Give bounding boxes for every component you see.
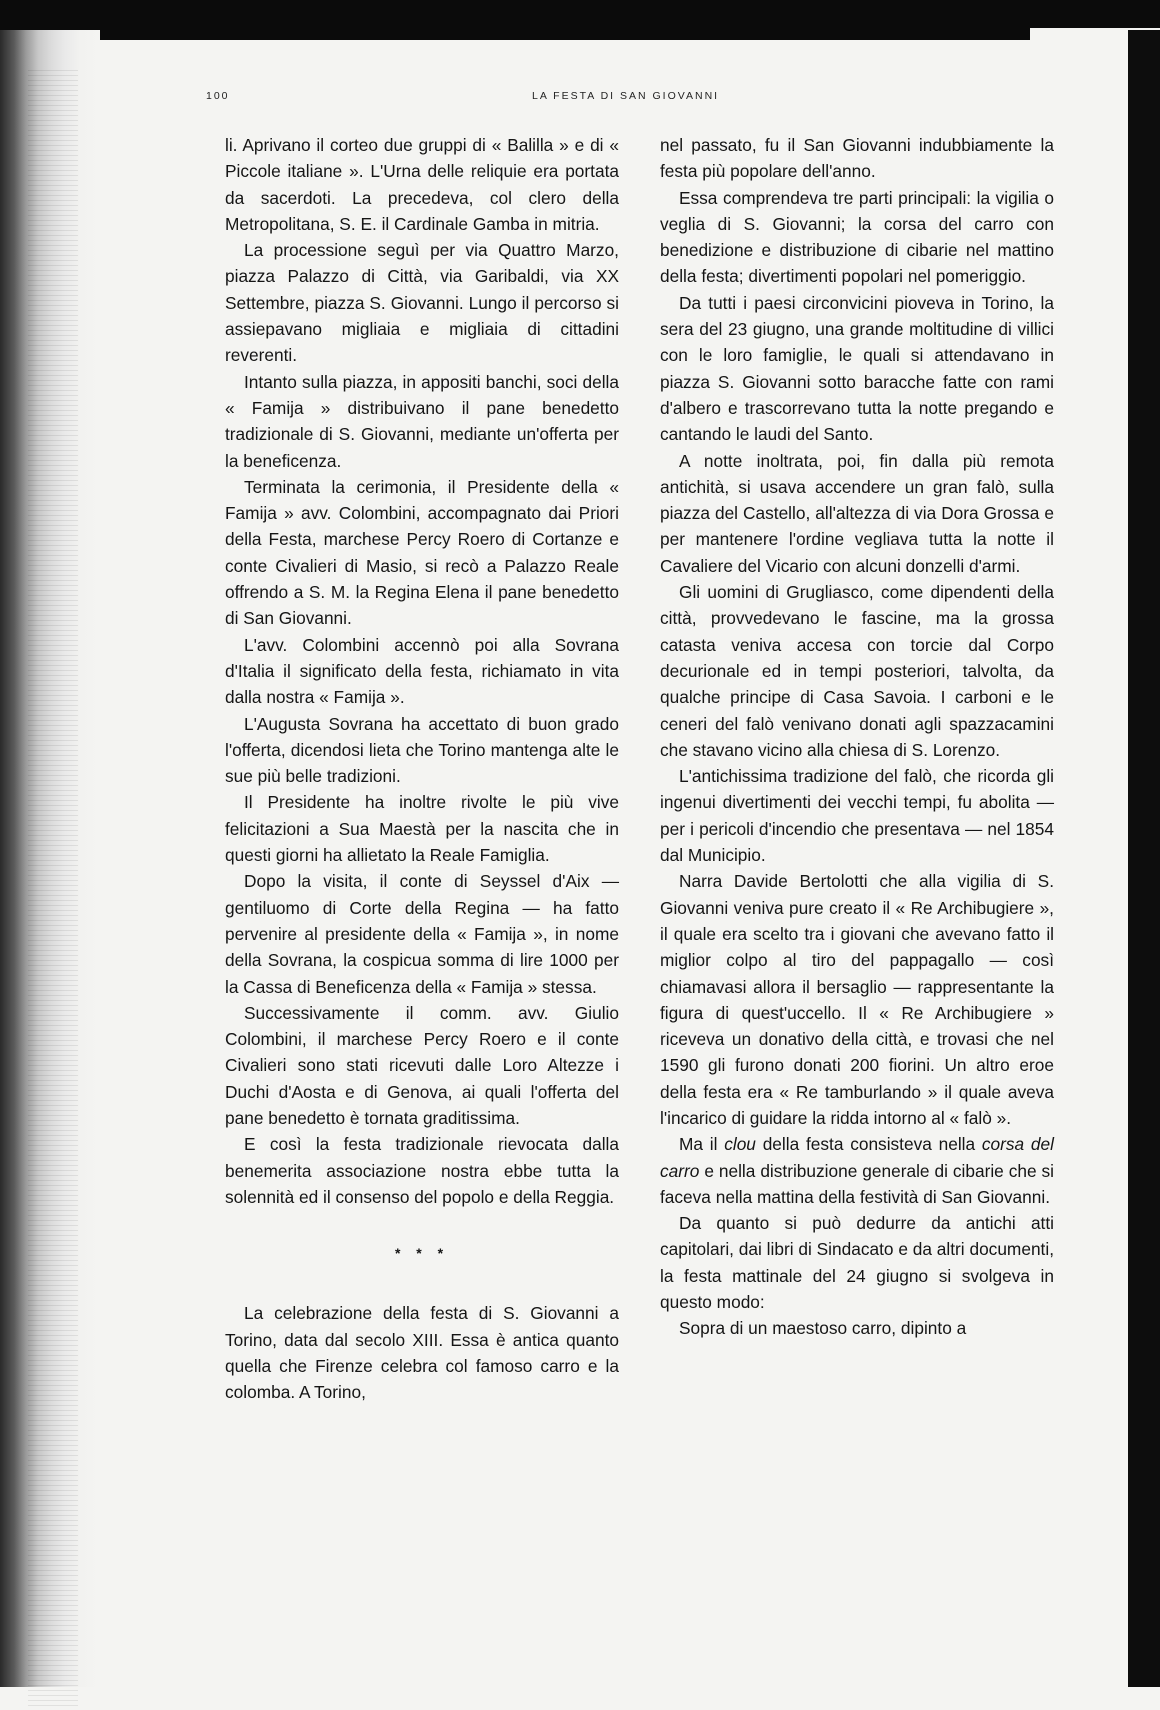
section-separator: * * * [394, 1245, 450, 1262]
scan-right-border [1128, 30, 1160, 1687]
text-run: della festa consisteva nella [755, 1134, 982, 1155]
paragraph: Terminata la cerimonia, il Presidente della « Famija » avv. Colombini, accompagnato dai Priori della Festa, marchese Percy Roero di Cortanze e conte Civalieri di Masio, si recò a Palazzo Reale offrendo a S. M. la Regina Elena il pane benedetto di San Giovanni. [225, 476, 619, 629]
paragraph: A notte inoltrata, poi, fin dalla più remota antichità, si usava accendere un gran falò, sulla piazza del Castello, all'altezza di via Dora Grossa e per mantenere l'ordine vegliava tutta la notte il Cavaliere del Vicario con alcuni donzelli d'armi. [660, 450, 1054, 576]
italic-term: clou [724, 1134, 756, 1155]
paragraph: Sopra di un maestoso carro, dipinto a [679, 1318, 967, 1339]
page-number: 100 [206, 90, 230, 102]
paragraph: L'antichissima tradizione del falò, che ricorda gli ingenui divertimenti dei vecchi tempi, fu abolita — per i pericoli d'incendio che presentava — nel 1854 dal Municipio. [660, 766, 1054, 866]
paragraph: nel passato, fu il San Giovanni indubbiamente la festa più popolare dell'anno. [660, 135, 1054, 182]
paragraph: L'avv. Colombini accennò poi alla Sovrana d'Italia il significato della festa, richiamato in vita dalla nostra « Famija ». [225, 634, 619, 708]
paragraph: Dopo la visita, il conte di Seyssel d'Aix — gentiluomo di Corte della Regina — ha fatto pervenire al presidente della « Famija », in nome della Sovrana, la cospicua somma di lire 1000 per la Cassa di Beneficenza della « Famija » stessa. [225, 871, 619, 997]
paragraph [660, 1131, 1054, 1210]
running-head [206, 90, 1086, 108]
right-column [660, 132, 1054, 1342]
paragraph: Da tutti i paesi circonvicini pioveva in Torino, la sera del 23 giugno, una grande moltitudine di villici con le loro famiglie, le quali si attendavano in piazza S. Giovanni sotto baracche fatte con rami d'albero e trascorrevano tutta la notte pregando e cantando le laudi del Santo. [660, 292, 1054, 445]
paragraph: Il Presidente ha inoltre rivolte le più vive felicitazioni a Sua Maestà per la nascita che in questi giorni ha allietato la Reale Famiglia. [225, 792, 619, 866]
paragraph: Successivamente il comm. avv. Giulio Colombini, il marchese Percy Roero e il conte Civalieri sono stati ricevuti dalle Loro Altezze i Duchi d'Aosta e di Genova, ai quali l'offerta del pane benedetto è tornata graditissima. [225, 1002, 619, 1128]
paragraph: La processione seguì per via Quattro Marzo, piazza Palazzo di Città, via Garibaldi, via XX Settembre, piazza S. Giovanni. Lungo il percorso si assiepavano migliaia e migliaia di cittadini reverenti. [225, 240, 619, 366]
paragraph: Intanto sulla piazza, in appositi banchi, soci della « Famija » distribuivano il pane benedetto tradizionale di S. Giovanni, mediante un'offerta per la beneficenza. [225, 371, 619, 471]
text-run: e nella distribuzione generale di cibarie che si faceva nella mattina della festività di San Giovanni. [660, 1160, 1054, 1207]
paragraph: Essa comprendeva tre parti principali: la vigilia o veglia di S. Giovanni; la corsa del carro con benedizione e distribuzione di cibarie nel mattino della festa; divertimenti popolari nel pomeriggio. [660, 187, 1054, 287]
spine-texture [28, 70, 78, 1710]
book-spine-shadow [0, 30, 100, 1687]
paragraph: La celebrazione della festa di S. Giovanni a Torino, data dal secolo XIII. Essa è antica quanto quella che Firenze celebra col famoso carro e la colomba. A Torino, [225, 1303, 619, 1403]
left-column [225, 132, 619, 1406]
italic-term: corsa del carro [660, 1134, 1054, 1181]
scan-top-border [0, 0, 1160, 40]
paragraph: E così la festa tradizionale rievocata dalla benemerita associazione nostra ebbe tutta la solennità ed il consenso del popolo e della Reggia. [225, 1134, 619, 1207]
paragraph: li. Aprivano il corteo due gruppi di « Balilla » e di « Piccole italiane ». L'Urna delle reliquie era portata da sacerdoti. La precedeva, col clero della Metropolitana, S. E. il Cardinale Gamba in mitria. [225, 135, 619, 234]
paragraph: Gli uomini di Grugliasco, come dipendenti della città, provvedevano le fascine, ma la grossa catasta veniva accesa con torcie dal Corpo decurionale ed in tempi posteriori, talvolta, da qualche principe di Casa Savoia. I carboni e le ceneri del falò venivano donati agli spazzacamini che stavano vicino alla chiesa di S. Lorenzo. [660, 582, 1054, 760]
text-run: Ma il [679, 1134, 725, 1155]
paragraph: L'Augusta Sovrana ha accettato di buon grado l'offerta, dicendosi lieta che Torino mantenga alte le sue più belle tradizioni. [225, 713, 619, 787]
paragraph: Da quanto si può dedurre da antichi atti capitolari, dai libri di Sindacato e da altri documenti, la festa mattinale del 24 giugno si svolgeva in questo modo: [660, 1213, 1054, 1313]
running-title: LA FESTA DI SAN GIOVANNI [532, 90, 720, 102]
paragraph: Narra Davide Bertolotti che alla vigilia di S. Giovanni veniva pure creato il « Re Archibugiere », il quale era scelto tra i giovani che avevano fatto il miglior colpo al tiro del pappagallo — così chiamavasi allora il bersaglio — rappresentante la figura di quest'uccello. Il « Re Archibugiere » riceveva un donativo della città, e trovasi che nel 1590 gli furono donati 200 fiorini. Un altro eroe della festa era « Re tamburlando » il quale aveva l'incarico di guidare la ridda intorno al « falò ». [660, 871, 1054, 1128]
